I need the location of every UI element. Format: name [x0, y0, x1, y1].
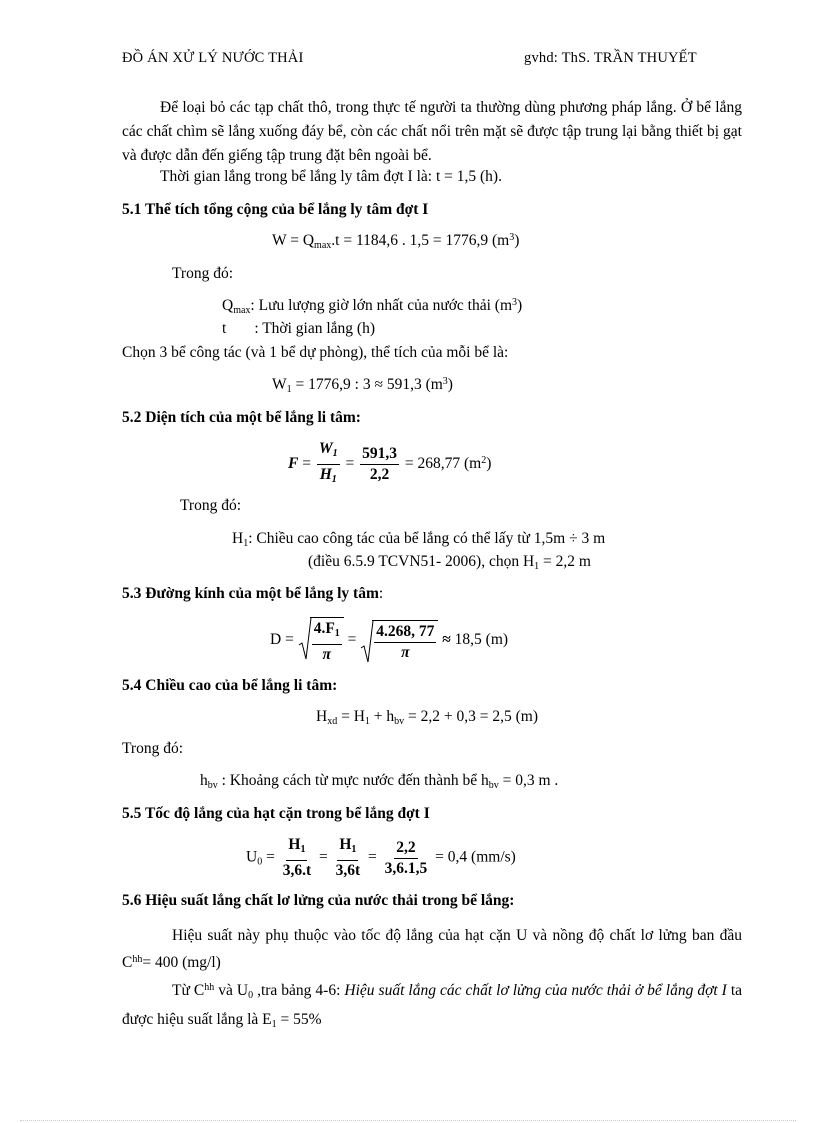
sqrt-1: $\frac{4.F_1}{\pi}$	[298, 617, 344, 664]
def-h1: $H_1$: Chiều cao công tác của bể lắng có thể lấy từ 1,5m ÷ 3 m	[232, 530, 606, 549]
def-hbv: $h_{bv}$ : Khoảng cách từ mực nước đến thành bể $h_{bv} = 0,3$ m .	[200, 772, 559, 791]
formula-velocity: $U_0$ = $\frac{H_1}{3,6.t}$ = $\frac{H_1}{3,6t}$ = $\frac{2,2}{3,6.1,5}$ = 0,4 (mm/s)	[246, 836, 516, 879]
doc-header-title: ĐỒ ÁN XỬ LÝ NƯỚC THẢI	[122, 50, 304, 66]
choose-tanks: Chọn 3 bể công tác (và 1 bể dự phòng), thể tích của mỗi bể là:	[122, 344, 509, 361]
intro-settling-time: Thời gian lắng trong bể lắng ly tâm đợt I là: t = 1,5 (h).	[160, 168, 502, 185]
def-h1-cont: (điều 6.5.9 TCVN51- 2006), chọn $H_1 = 2,2$ m	[308, 553, 591, 572]
where-label-5-1: Trong đó:	[172, 265, 234, 282]
where-label-5-4: Trong đó:	[122, 740, 184, 757]
formula-height: $H_{xd} = H_1 + h_{bv} = 2,2 + 0,3 = 2,5$ (m)	[316, 708, 538, 727]
intro-paragraph: Để loại bỏ các tạp chất thô, trong thực tế người ta thường dùng phương pháp lắng. Ở bể lắng các chất chìm sẽ lắng xuống đáy bể, còn các chất nổi trên mặt sẽ được tập trung lại bằng thiết bị gạt và được dẫn đến giếng tập trung đặt bên ngoài bể.	[122, 99, 742, 164]
heading-5-1: 5.1 Thể tích tổng cộng của bể lắng ly tâm đợt I	[122, 201, 429, 218]
heading-5-3: 5.3 Đường kính của một bể lắng ly tâm:	[122, 585, 384, 602]
heading-5-6: 5.6 Hiệu suất lắng chất lơ lửng của nước thải trong bể lắng:	[122, 892, 515, 909]
def-t: t : Thời gian lắng (h)	[222, 320, 376, 337]
formula-w1: $W_1 = 1776,9$ : 3 ≈ 591,3 $(m^3)$	[272, 376, 453, 395]
efficiency-lookup-paragraph: Từ $C^{hh}$ và $U_0$ ,tra bảng 4-6: Hiệu suất lắng các chất lơ lửng của nước thải ở bể lắng đợt I ta được hiệu suất lắng là $E_1 = 55\%$	[122, 982, 743, 1030]
sqrt-2: $\frac{4.268, 77}{\pi}$	[360, 620, 438, 662]
where-label-5-2: Trong đó:	[180, 497, 242, 514]
efficiency-paragraph: Hiệu suất này phụ thuộc vào tốc độ lắng của hạt cặn U và nồng độ chất lơ lửng ban đầu $C^{hh}= 400$ (mg/l)	[122, 927, 742, 971]
def-qmax: $Q_{max}$: Lưu lượng giờ lớn nhất của nước thải $(m^3)$	[222, 297, 523, 316]
heading-5-2: 5.2 Diện tích của một bể lắng li tâm:	[122, 409, 361, 426]
doc-header-advisor: gvhd: ThS. TRẦN THUYẾT	[524, 50, 697, 66]
page-bottom-border	[20, 1120, 796, 1121]
formula-diameter: D = $\frac{4.F_1}{\pi}$ = $\frac{4.268, 77}{\pi}$ ≈ 18,5 (m)	[270, 617, 508, 664]
formula-total-volume: $W = Q_{max}.t = 1184,6$ . 1,5 = 1776,9 $(m^3)$	[272, 232, 520, 251]
heading-5-4: 5.4 Chiều cao của bể lắng li tâm:	[122, 677, 338, 694]
formula-area: F = $\frac{W_1}{H_1}$ = $\frac{591,3}{2,2}$ = 268,77 $(m^2)$	[288, 440, 492, 485]
heading-5-5: 5.5 Tốc độ lắng của hạt cặn trong bể lắng đợt I	[122, 805, 430, 822]
